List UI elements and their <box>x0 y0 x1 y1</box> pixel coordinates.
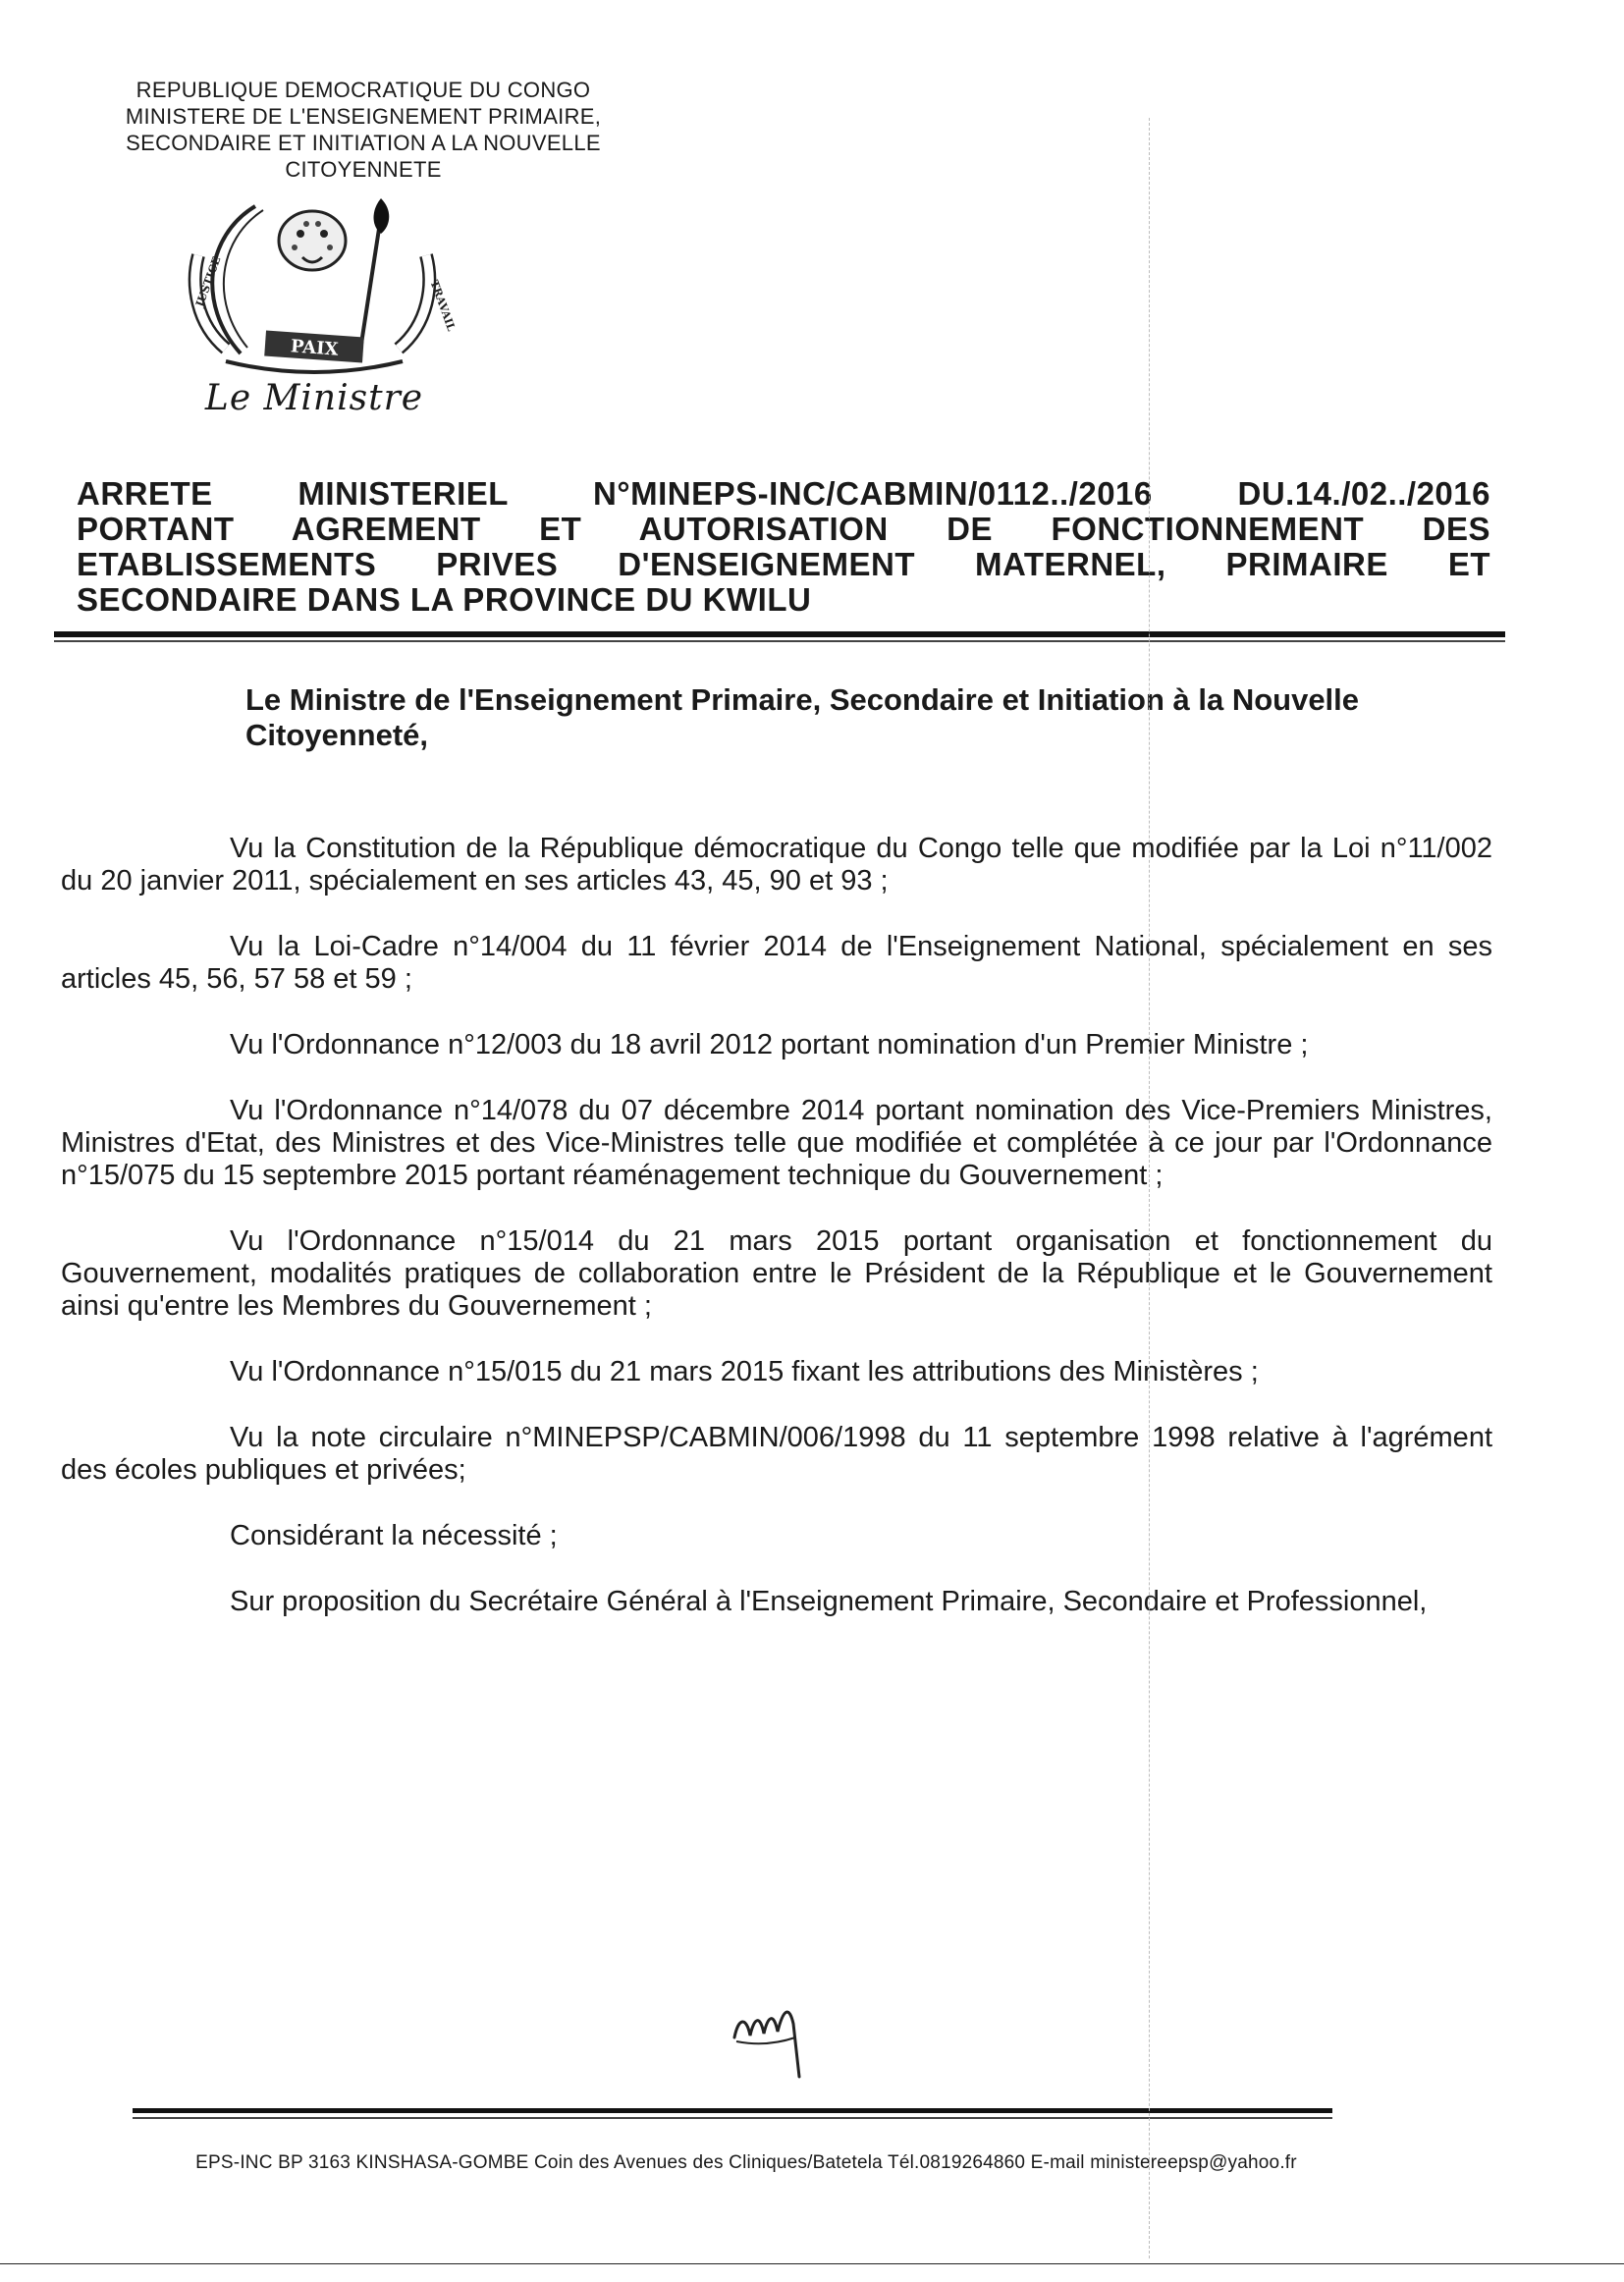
decree-title-line-3: ETABLISSEMENTS PRIVES D'ENSEIGNEMENT MATERNEL, PRIMAIRE ET <box>77 546 1490 582</box>
minister-heading: Le Ministre de l'Enseignement Primaire, Secondaire et Initiation à la Nouvelle Citoyenneté, <box>245 682 1360 752</box>
letterhead <box>69 77 658 183</box>
letterhead-line-4: CITOYENNETE <box>285 157 442 182</box>
paragraph-ordonnance-attributions: Vu l'Ordonnance n°15/015 du 21 mars 2015 fixant les attributions des Ministères ; <box>230 1356 1259 1387</box>
letterhead-line-3: SECONDAIRE ET INITIATION A LA NOUVELLE <box>126 131 601 155</box>
paragraph-ordonnance-organisation: Vu l'Ordonnance n°15/014 du 21 mars 2015 portant organisation et fonctionnement du Gouvernement, modalités pratiques de collaboration entre le Président de la République et le Gouvernement ainsi qu'entre les Membres du Gouvernement ; <box>61 1225 1492 1322</box>
paragraph-ordonnance-gouvernement: Vu l'Ordonnance n°14/078 du 07 décembre 2014 portant nomination des Vice-Premiers Ministres, Ministres d'Etat, des Ministres et des Vice-Ministres telle que modifiée et complétée à ce jour par l'Ordonnance n°15/075 du 15 septembre 2015 portant réaménagement technique du Gouvernement ; <box>61 1095 1492 1191</box>
decree-title-line-4: SECONDAIRE DANS LA PROVINCE DU KWILU <box>77 581 812 618</box>
paragraph-ordonnance-premier-ministre: Vu l'Ordonnance n°12/003 du 18 avril 2012 portant nomination d'un Premier Ministre ; <box>230 1029 1309 1060</box>
decree-title-line-2: PORTANT AGREMENT ET AUTORISATION DE FONCTIONNEMENT DES <box>77 511 1490 547</box>
page-bottom-edge <box>0 2263 1624 2264</box>
title-divider <box>54 631 1505 637</box>
footer-divider-thin <box>133 2117 1332 2119</box>
decree-body <box>61 833 1492 1652</box>
letterhead-line-2: MINISTERE DE L'ENSEIGNEMENT PRIMAIRE, <box>125 104 602 129</box>
motto-right: TRAVAIL <box>427 278 459 333</box>
handwritten-initials-icon <box>727 1998 825 2087</box>
scan-artifact-line <box>1149 118 1151 2258</box>
paragraph-constitution: Vu la Constitution de la République démocratique du Congo telle que modifiée par la Loi n°11/002 du 20 janvier 2011, spécialement en ses articles 43, 45, 90 et 93 ; <box>61 833 1492 896</box>
title-divider-thin <box>54 640 1505 642</box>
coat-of-arms-emblem-icon <box>187 196 459 383</box>
letterhead-line-1: REPUBLIQUE DEMOCRATIQUE DU CONGO <box>135 78 591 102</box>
paragraph-note-circulaire: Vu la note circulaire n°MINEPSP/CABMIN/006/1998 du 11 septembre 1998 relative à l'agrément des écoles publiques et privées; <box>61 1422 1492 1486</box>
footer-divider <box>133 2108 1332 2113</box>
decree-title <box>77 476 1490 618</box>
minister-signature-title: Le Ministre <box>204 378 424 418</box>
footer-contact: EPS-INC BP 3163 KINSHASA-GOMBE Coin des Avenues des Cliniques/Batetela Tél.0819264860 E-mail ministereepsp@yahoo.fr <box>195 2152 1297 2173</box>
motto-left: JUSTICE <box>192 254 224 309</box>
paragraph-loi-cadre: Vu la Loi-Cadre n°14/004 du 11 février 2014 de l'Enseignement National, spécialement en ses articles 45, 56, 57 58 et 59 ; <box>61 931 1492 995</box>
paragraph-proposition: Sur proposition du Secrétaire Général à l'Enseignement Primaire, Secondaire et Professionnel, <box>230 1586 1428 1617</box>
paragraph-considerant: Considérant la nécessité ; <box>230 1520 558 1551</box>
motto-center: PAIX <box>290 336 340 360</box>
decree-title-line-1: ARRETE MINISTERIEL N°MINEPS-INC/CABMIN/0112../2016 DU.14./02../2016 <box>77 475 1490 512</box>
